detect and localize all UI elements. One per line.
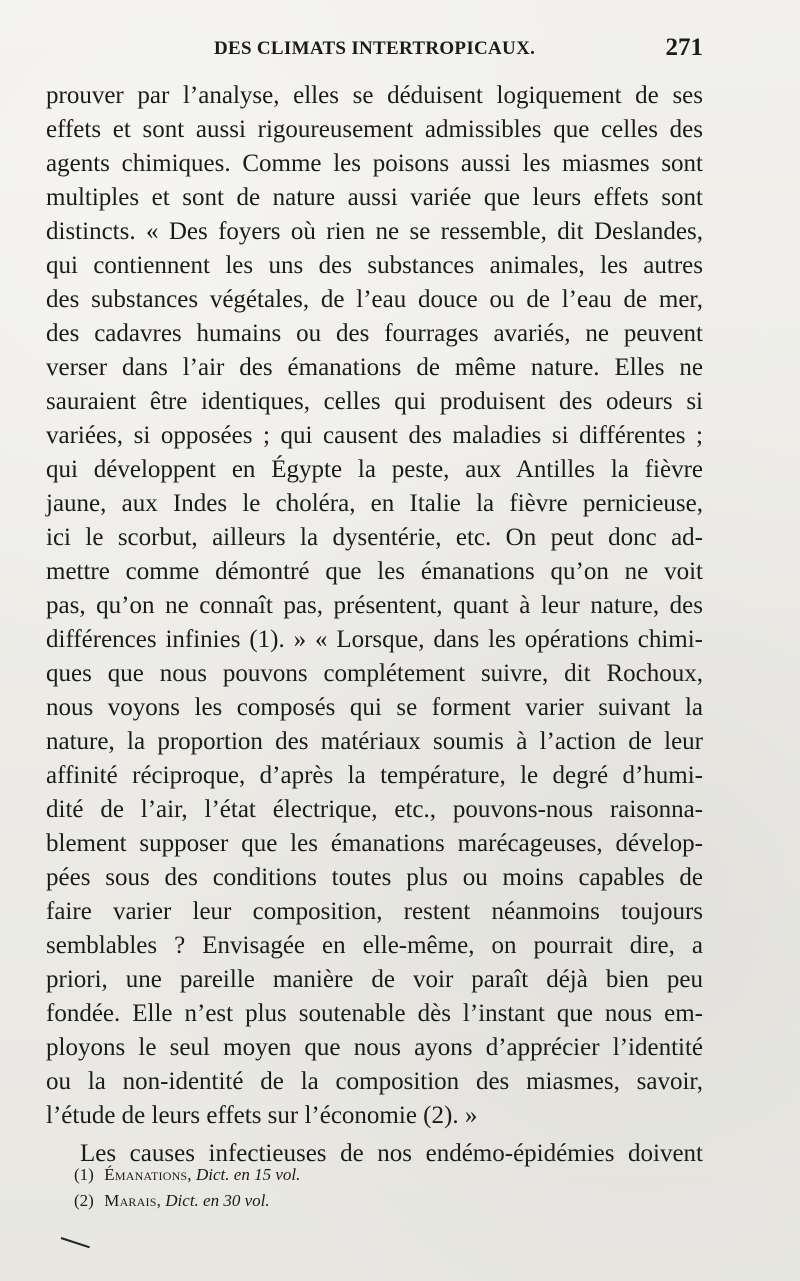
text-line: faire varier leur composition, restent néanmoins toujours [46,898,703,925]
text-line: priori, une pareille manière de voir paraît déjà bien peu [46,966,703,993]
text-line: semblables ? Envisagée en elle-même, on pourrait dire, a [46,932,703,959]
text-line: verser dans l’air des émanations de même nature. Elles ne [46,354,703,381]
text-line: nous voyons les composés qui se forment varier suivant la [46,694,703,721]
footnote-number: (1) [74,1165,94,1184]
text-line: dité de l’air, l’état électrique, etc., pouvons-nous raisonna- [46,796,703,823]
text-line: fondée. Elle n’est plus soutenable dès l’instant que nous em- [46,1000,703,1027]
page-number: 271 [665,34,703,61]
text-line: ques que nous pouvons complétement suivre, dit Rochoux, [46,660,703,687]
text-line: effets et sont aussi rigoureusement admissibles que celles des [46,116,703,143]
text-line: distincts. « Des foyers où rien ne se ressemble, dit Deslandes, [46,218,703,245]
footnote-2 [74,1188,494,1214]
text-line: qui contiennent les uns des substances animales, les autres [46,252,703,279]
running-title: DES CLIMATS INTERTROPICAUX. [214,38,536,59]
text-line: affinité réciproque, d’après la température, le degré d’humi- [46,762,703,789]
footnote-source: Émanations, [104,1165,192,1184]
text-line: pées sous des conditions toutes plus ou moins capables de [46,864,703,891]
text-line: blement supposer que les émanations marécageuses, dévelop- [46,830,703,857]
footnote-number: (2) [74,1191,94,1210]
footnotes [74,1162,494,1214]
text-line: jaune, aux Indes le choléra, en Italie la fièvre pernicieuse, [46,490,703,517]
text-line: qui développent en Égypte la peste, aux Antilles la fièvre [46,456,703,483]
text-line: agents chimiques. Comme les poisons aussi les miasmes sont [46,150,703,177]
footnote-source: Marais, [104,1191,162,1210]
footnote-1 [74,1162,494,1188]
text-line: mettre comme démontré que les émanations qu’on ne voit [46,558,703,585]
text-line: sauraient être identiques, celles qui produisent des odeurs si [46,388,703,415]
text-line: nature, la proportion des matériaux soumis à l’action de leur [46,728,703,755]
footnote-reference: Dict. en 30 vol. [165,1191,270,1210]
text-line: ou la non-identité de la composition des miasmes, savoir, [46,1068,703,1095]
text-line: Les causes infectieuses de nos endémo-épidémies doivent [80,1140,703,1167]
text-line: variées, si opposées ; qui causent des maladies si différentes ; [46,422,703,449]
text-line: ployons le seul moyen que nous ayons d’apprécier l’identité [46,1034,703,1061]
page-header [50,34,705,64]
ink-mark [61,1234,91,1248]
text-line: des substances végétales, de l’eau douce ou de l’eau de mer, [46,286,703,313]
footnote-reference: Dict. en 15 vol. [196,1165,301,1184]
text-line: prouver par l’analyse, elles se déduisent logiquement de ses [46,82,703,109]
text-line: pas, qu’on ne connaît pas, présentent, quant à leur nature, des [46,592,703,619]
text-line: multiples et sont de nature aussi variée que leurs effets sont [46,184,703,211]
text-line: des cadavres humains ou des fourrages avariés, ne peuvent [46,320,703,347]
text-line: différences infinies (1). » « Lorsque, dans les opérations chimi- [46,626,703,653]
text-line: l’étude de leurs effets sur l’économie (2). » [46,1102,478,1129]
text-line: ici le scorbut, ailleurs la dysentérie, etc. On peut donc ad- [46,524,703,551]
